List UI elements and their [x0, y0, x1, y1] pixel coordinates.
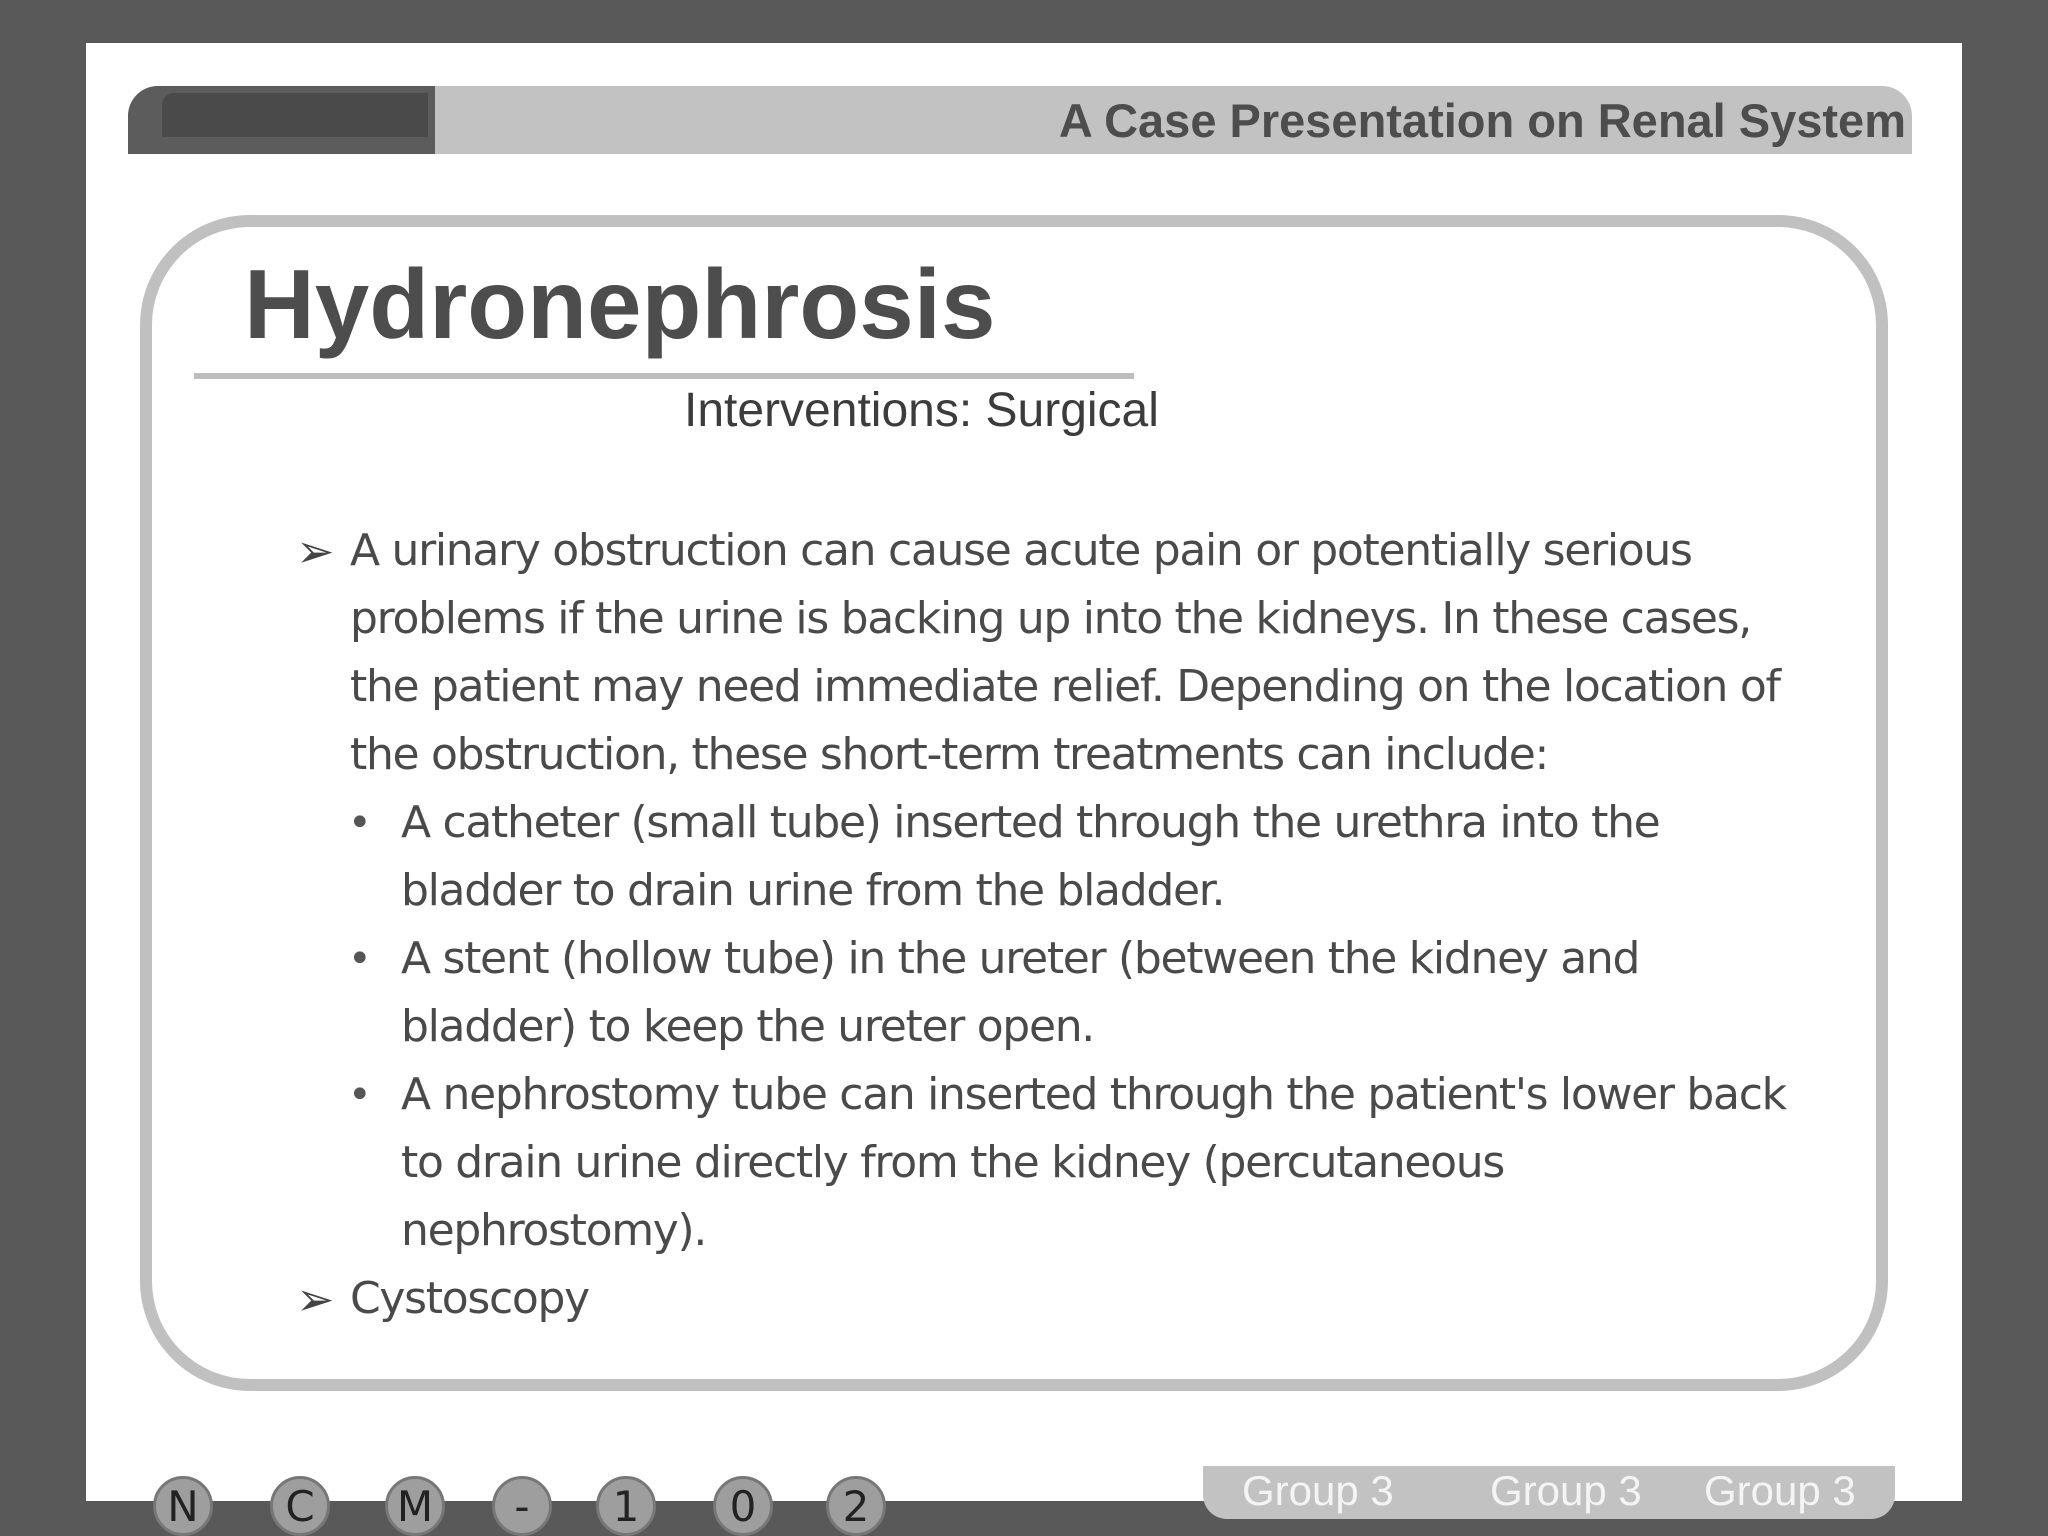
course-code-letter: 1 [596, 1476, 656, 1536]
course-code-letter: M [385, 1476, 445, 1536]
slide-subtitle: Interventions: Surgical [684, 384, 1159, 437]
slide [86, 43, 1962, 1531]
course-code-letter: N [153, 1476, 213, 1536]
list-item [216, 789, 1821, 925]
group-label: Group 3 [1704, 1467, 1856, 1514]
presentation-title: A Case Presentation on Renal System [1058, 94, 1906, 147]
course-code-letter: 2 [826, 1476, 886, 1536]
sub-bullet-text: A nephrostomy tube can inserted through the patient's lower back to drain urine directly from the kidney (percutaneous nephrostomy). [401, 1069, 1786, 1256]
group-label: Group 3 [1490, 1467, 1642, 1514]
slide-body [216, 517, 1796, 1333]
arrow-bullet-icon: ➢ [296, 1272, 334, 1326]
list-item [216, 517, 1800, 789]
bullet-text: A urinary obstruction can cause acute pain or potentially serious problems if the urine is backing up into the kidneys. In these cases, the patient may need immediate relief. Depending on the location of the obstruction, these short-term treatments can include: [350, 525, 1780, 780]
group-label: Group 3 [1242, 1467, 1394, 1514]
sub-bullet-text: A stent (hollow tube) in the ureter (between the kidney and bladder) to keep the ureter open. [401, 933, 1640, 1052]
course-code-letter: C [270, 1476, 330, 1536]
dot-bullet-icon: • [348, 800, 371, 846]
dot-bullet-icon: • [348, 1072, 371, 1118]
bullet-text: Cystoscopy [350, 1273, 589, 1324]
list-item [216, 1265, 1800, 1333]
dot-bullet-icon: • [348, 936, 371, 982]
arrow-bullet-icon: ➢ [296, 524, 334, 578]
title-underline [194, 373, 1134, 379]
slide-title: Hydronephrosis [244, 249, 996, 359]
course-code-letter: 0 [713, 1476, 773, 1536]
list-item [216, 925, 1821, 1061]
list-item [216, 1061, 1821, 1265]
sub-bullet-text: A catheter (small tube) inserted through the urethra into the bladder to drain urine from the bladder. [401, 797, 1660, 916]
header-accent-inner [162, 93, 428, 137]
course-code-letter: - [492, 1476, 552, 1536]
